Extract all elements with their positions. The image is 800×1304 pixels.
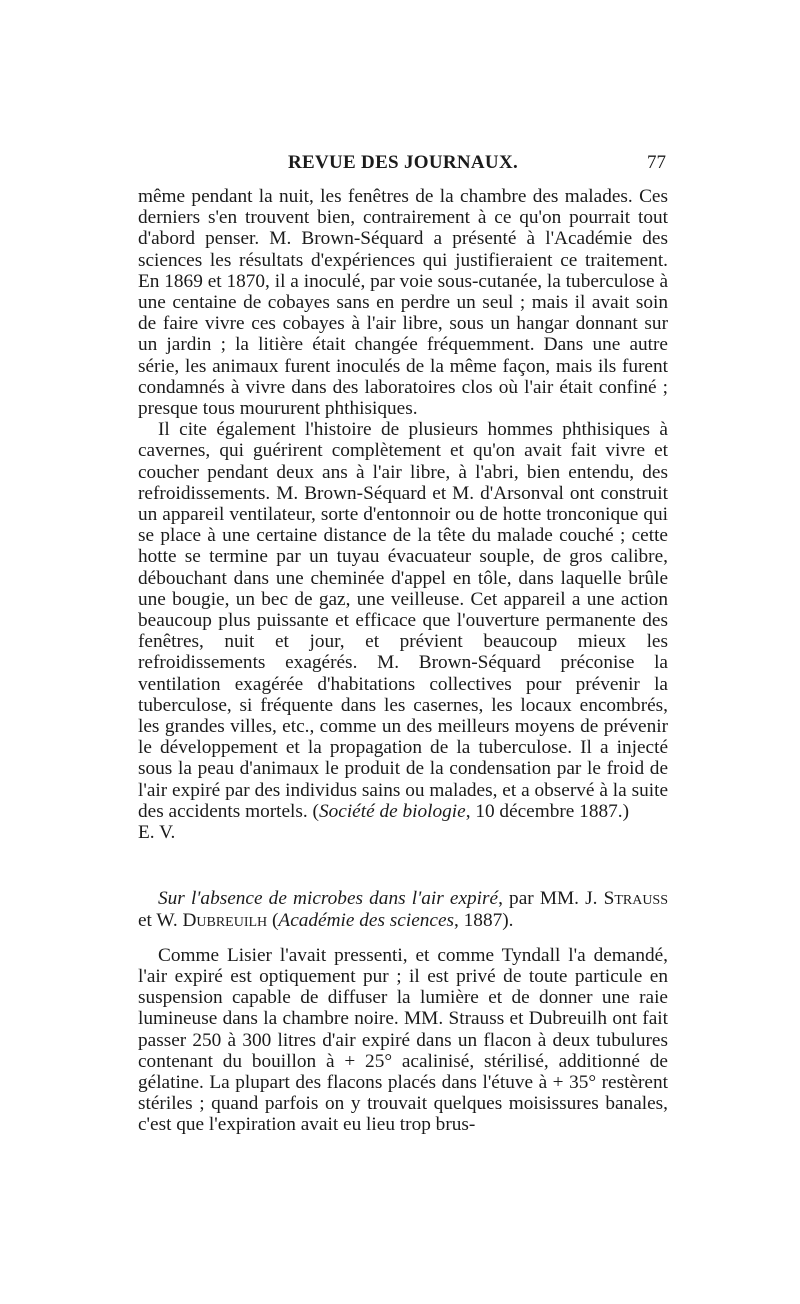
article-title-text: Sur l'absence de microbes dans l'air expiré xyxy=(158,888,499,910)
running-title: REVUE DES JOURNAUX. xyxy=(287,152,519,173)
paragraph-text: Il cite également l'histoire de plusieurs hommes phthisiques à cavernes, qui guérirent complètement et qu'on avait fait vivre et coucher pendant deux ans à l'air libre, à l'abri, bien entendu, des refroidissements. M. Brown-Séquard et M. d'Arsonval ont construit un appareil ventilateur, sorte d'entonnoir ou de hotte tronconique qui se place à une certaine distance de la tête du malade couché ; cette hotte se termine par un tuyau évacuateur souple, de gros calibre, débouchant dans une cheminée d'appel en tôle, dans laquelle brûle une bougie, un bec de gaz, une veilleuse. Cet appareil a une action beaucoup plus puissante et efficace que l'ouverture permanente des fenêtres, nuit et jour, et prévient beaucoup mieux les refroidissements exagérés. M. Brown-Séquard préconise la ventilation exagérée d'habitations collectives pour prévenir la tuberculose, si fréquente dans les casernes, les locaux encombrés, les grandes villes, etc., comme un des meilleurs moyens de prévenir le développement et la propagation de la tuberculose. Il a injecté sous la peau d'animaux le produit de la condensation par le froid de l'air expiré par des individus sains ou malades, et a observé à la suite des accidents mortels. ( xyxy=(138,419,668,822)
author-signature: E. V. xyxy=(138,822,176,844)
source-citation: Société de biologie xyxy=(318,800,466,822)
source-close: , 1887). xyxy=(454,909,514,931)
author-name: Strauss xyxy=(603,888,668,910)
source-open: ( xyxy=(267,909,279,931)
page-number: 77 xyxy=(647,152,666,173)
page-header xyxy=(138,152,668,180)
author-name: Dubreuilh xyxy=(182,909,268,931)
paragraph xyxy=(138,419,668,822)
source-citation: Académie des sciences xyxy=(278,909,455,931)
paragraph: Comme Lisier l'avait pressenti, et comme Tyndall l'a demandé, l'air expiré est optiquement pur ; il est privé de toute particule en suspension capable de diffuser la lumière et de donner une raie lumineuse dans la chambre noire. MM. Strauss et Dubreuilh ont fait passer 250 à 300 litres d'air expiré dans un flacon à deux tubulures contenant du bouillon à + 25° acalinisé, stérilisé, additionné de gélatine. La plupart des flacons placés dans l'étuve à + 35° restèrent stériles ; quand parfois on y trouvait quelques moisissures banales, c'est que l'expiration avait eu lieu trop brus- xyxy=(138,944,668,1136)
title-and: et W. xyxy=(138,909,183,931)
paragraph: même pendant la nuit, les fenêtres de la chambre des malades. Ces derniers s'en trouvent bien, contrairement à ce qu'on pourrait tout d'abord penser. M. Brown-Séquard a présenté à l'Académie des sciences les résultats d'expériences qui justifieraient ce traitement. En 1869 et 1870, il a inoculé, par voie sous-cutanée, la tuberculose à une centaine de cobayes sans en perdre un seul ; mais il avait soin de faire vivre ces cobayes à l'air libre, sous un hangar donnant sur un jardin ; la litière était changée fréquemment. Dans une autre série, les animaux furent inoculés de la même façon, mais ils furent condamnés à vivre dans des laboratoires clos où l'air était confiné ; presque tous moururent phthisiques. xyxy=(138,186,668,420)
article-title xyxy=(138,888,668,930)
citation-date: , 10 décembre 1887.) xyxy=(465,800,629,822)
title-by: , par MM. J. xyxy=(498,888,604,910)
page-body xyxy=(138,186,668,1136)
